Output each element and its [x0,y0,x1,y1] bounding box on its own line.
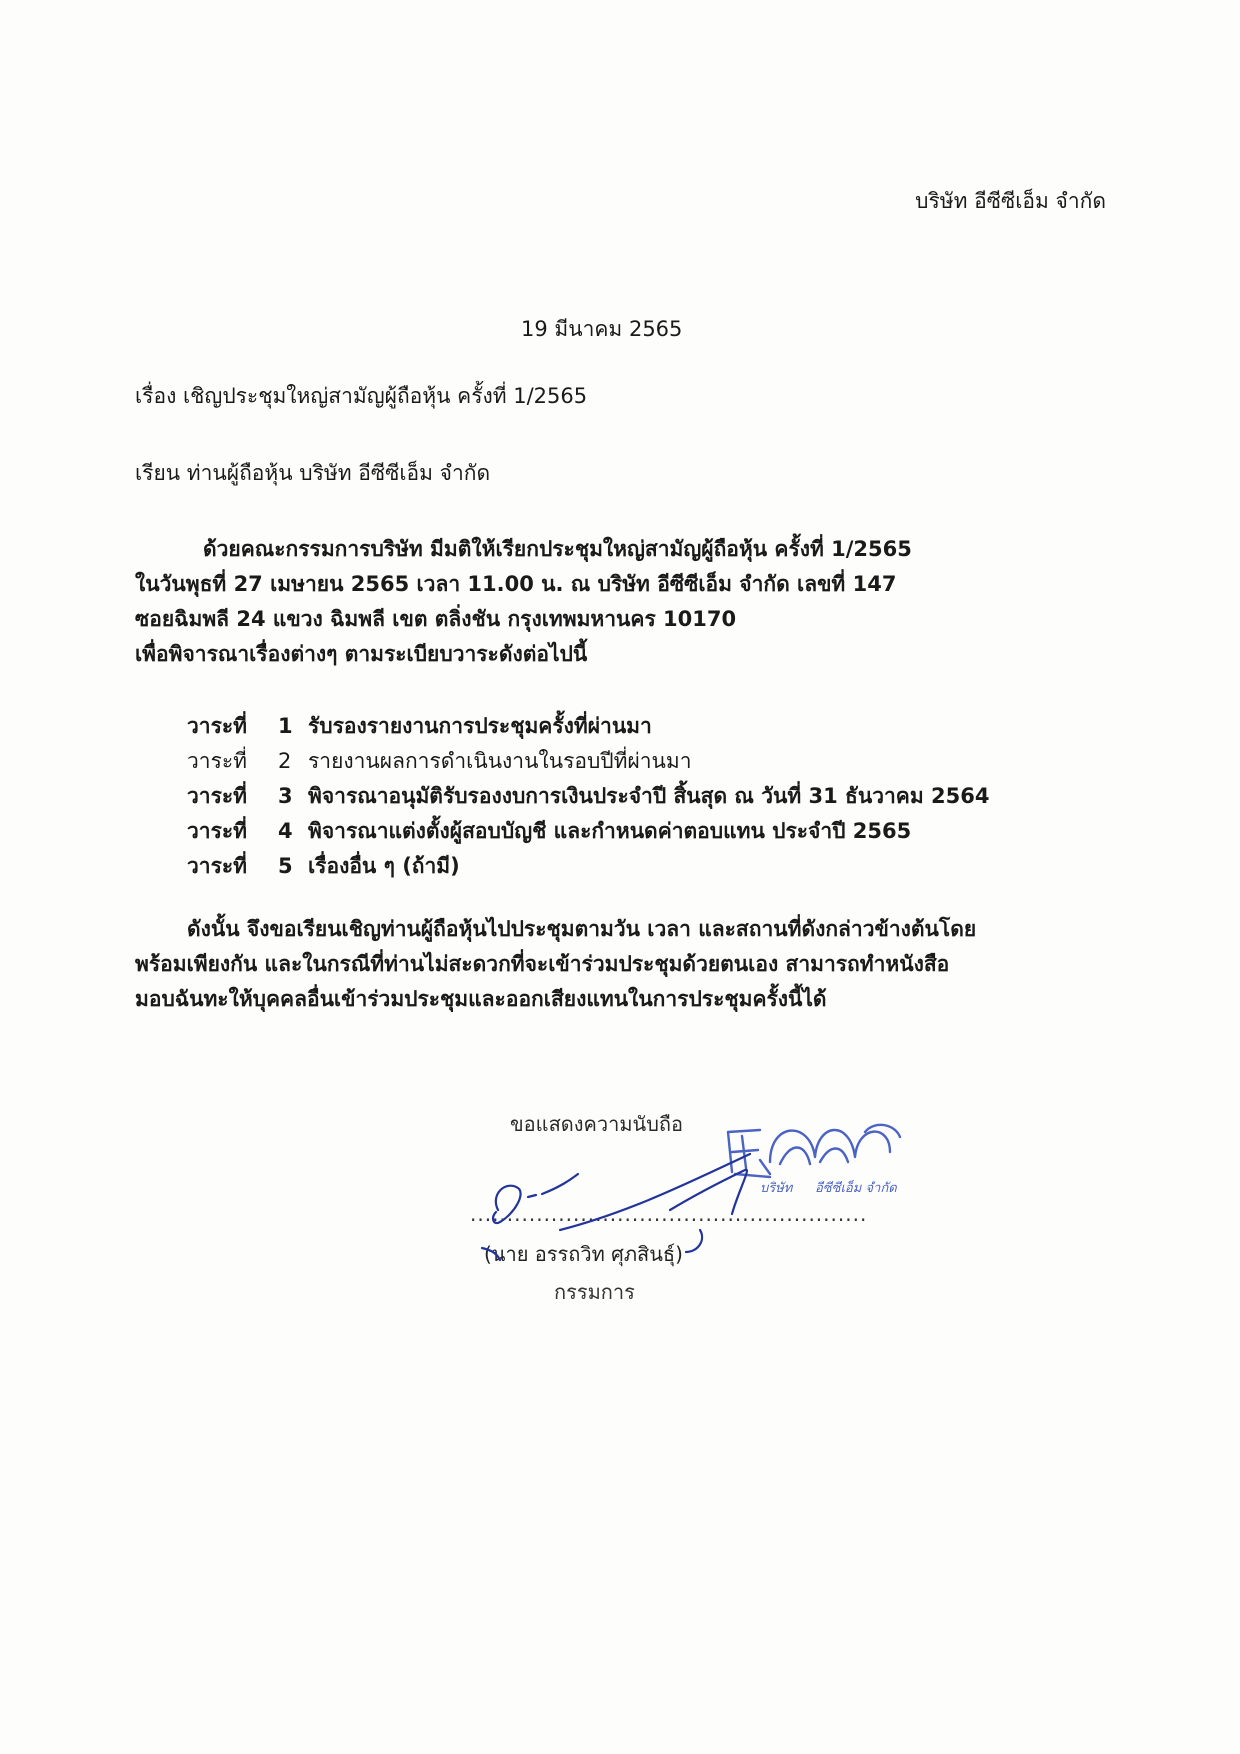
closing-paragraph [135,912,1110,1017]
letter-date: 19 มีนาคม 2565 [521,317,683,341]
agenda-text: รับรองรายงานการประชุมครั้งที่ผ่านมา [308,714,652,738]
agenda-label: วาระที่ [187,819,247,843]
agenda-item [187,814,989,849]
agenda-number: 2 [278,749,292,773]
agenda-label: วาระที่ [187,784,247,808]
agenda-text: เรื่องอื่น ๆ (ถ้ามี) [308,854,460,878]
agenda-item [187,709,989,744]
agenda-label: วาระที่ [187,854,247,878]
intro-line: ในวันพุธที่ 27 เมษายน 2565 เวลา 11.00 น. ณ บริษัท อีซีซีเอ็ม จำกัด เลขที่ 147 [135,572,897,596]
agenda-text: รายงานผลการดำเนินงานในรอบปีที่ผ่านมา [308,749,692,773]
agenda-text: พิจารณาอนุมัติรับรองงบการเงินประจำปี สิ้นสุด ณ วันที่ 31 ธันวาคม 2564 [308,784,990,808]
agenda-label: วาระที่ [187,714,247,738]
intro-line: ด้วยคณะกรรมการบริษัท มีมติให้เรียกประชุมใหญ่สามัญผู้ถือหุ้น ครั้งที่ 1/2565 [203,537,912,561]
subject-line: เรื่อง เชิญประชุมใหญ่สามัญผู้ถือหุ้น ครั้งที่ 1/2565 [135,384,588,408]
agenda-item [187,744,989,779]
intro-paragraph [135,532,1110,672]
agenda-number: 1 [278,714,293,738]
intro-line: ซอยฉิมพลี 24 แขวง ฉิมพลี เขต ตลิ่งชัน กรุงเทพมหานคร 10170 [135,607,737,631]
agenda-label: วาระที่ [187,749,247,773]
signature-block [470,1102,990,1302]
signer-title: กรรมการ [554,1280,635,1304]
agenda-number: 5 [278,854,293,878]
closing-line: พร้อมเพียงกัน และในกรณีที่ท่านไม่สะดวกที่จะเข้าร่วมประชุมด้วยตนเอง สามารถทำหนังสือ [135,952,950,976]
agenda-list [187,709,989,884]
agenda-number: 3 [278,784,293,808]
svg-text:อีซีซีเอ็ม จำกัด: อีซีซีเอ็ม จำกัด [815,1181,897,1196]
signature-dotted-line: ...................................................... [470,1202,868,1226]
handwritten-signature-icon [482,1154,750,1260]
agenda-item [187,849,989,884]
closing-line: มอบฉันทะให้บุคคลอื่นเข้าร่วมประชุมและออกเสียงแทนในการประชุมครั้งนี้ได้ [135,987,827,1011]
agenda-text: พิจารณาแต่งตั้งผู้สอบบัญชี และกำหนดค่าตอบแทน ประจำปี 2565 [308,819,912,843]
agenda-item [187,779,989,814]
signer-name: (นาย อรรถวิท ศุภสินธุ์) [484,1242,683,1266]
company-header: บริษัท อีซีซีเอ็ม จำกัด [915,189,1106,213]
closing-line: ดังนั้น จึงขอเรียนเชิญท่านผู้ถือหุ้นไปประชุมตามวัน เวลา และสถานที่ดังกล่าวข้างต้นโดย [187,917,977,941]
svg-text:บริษัท: บริษัท [760,1181,793,1196]
company-stamp-icon [728,1125,900,1196]
salutation-line: เรียน ท่านผู้ถือหุ้น บริษัท อีซีซีเอ็ม จำกัด [135,461,491,485]
agenda-number: 4 [278,819,293,843]
signature-and-stamp [470,1102,990,1302]
regards-text: ขอแสดงความนับถือ [510,1112,684,1136]
intro-line: เพื่อพิจารณาเรื่องต่างๆ ตามระเบียบวาระดังต่อไปนี้ [135,642,588,666]
